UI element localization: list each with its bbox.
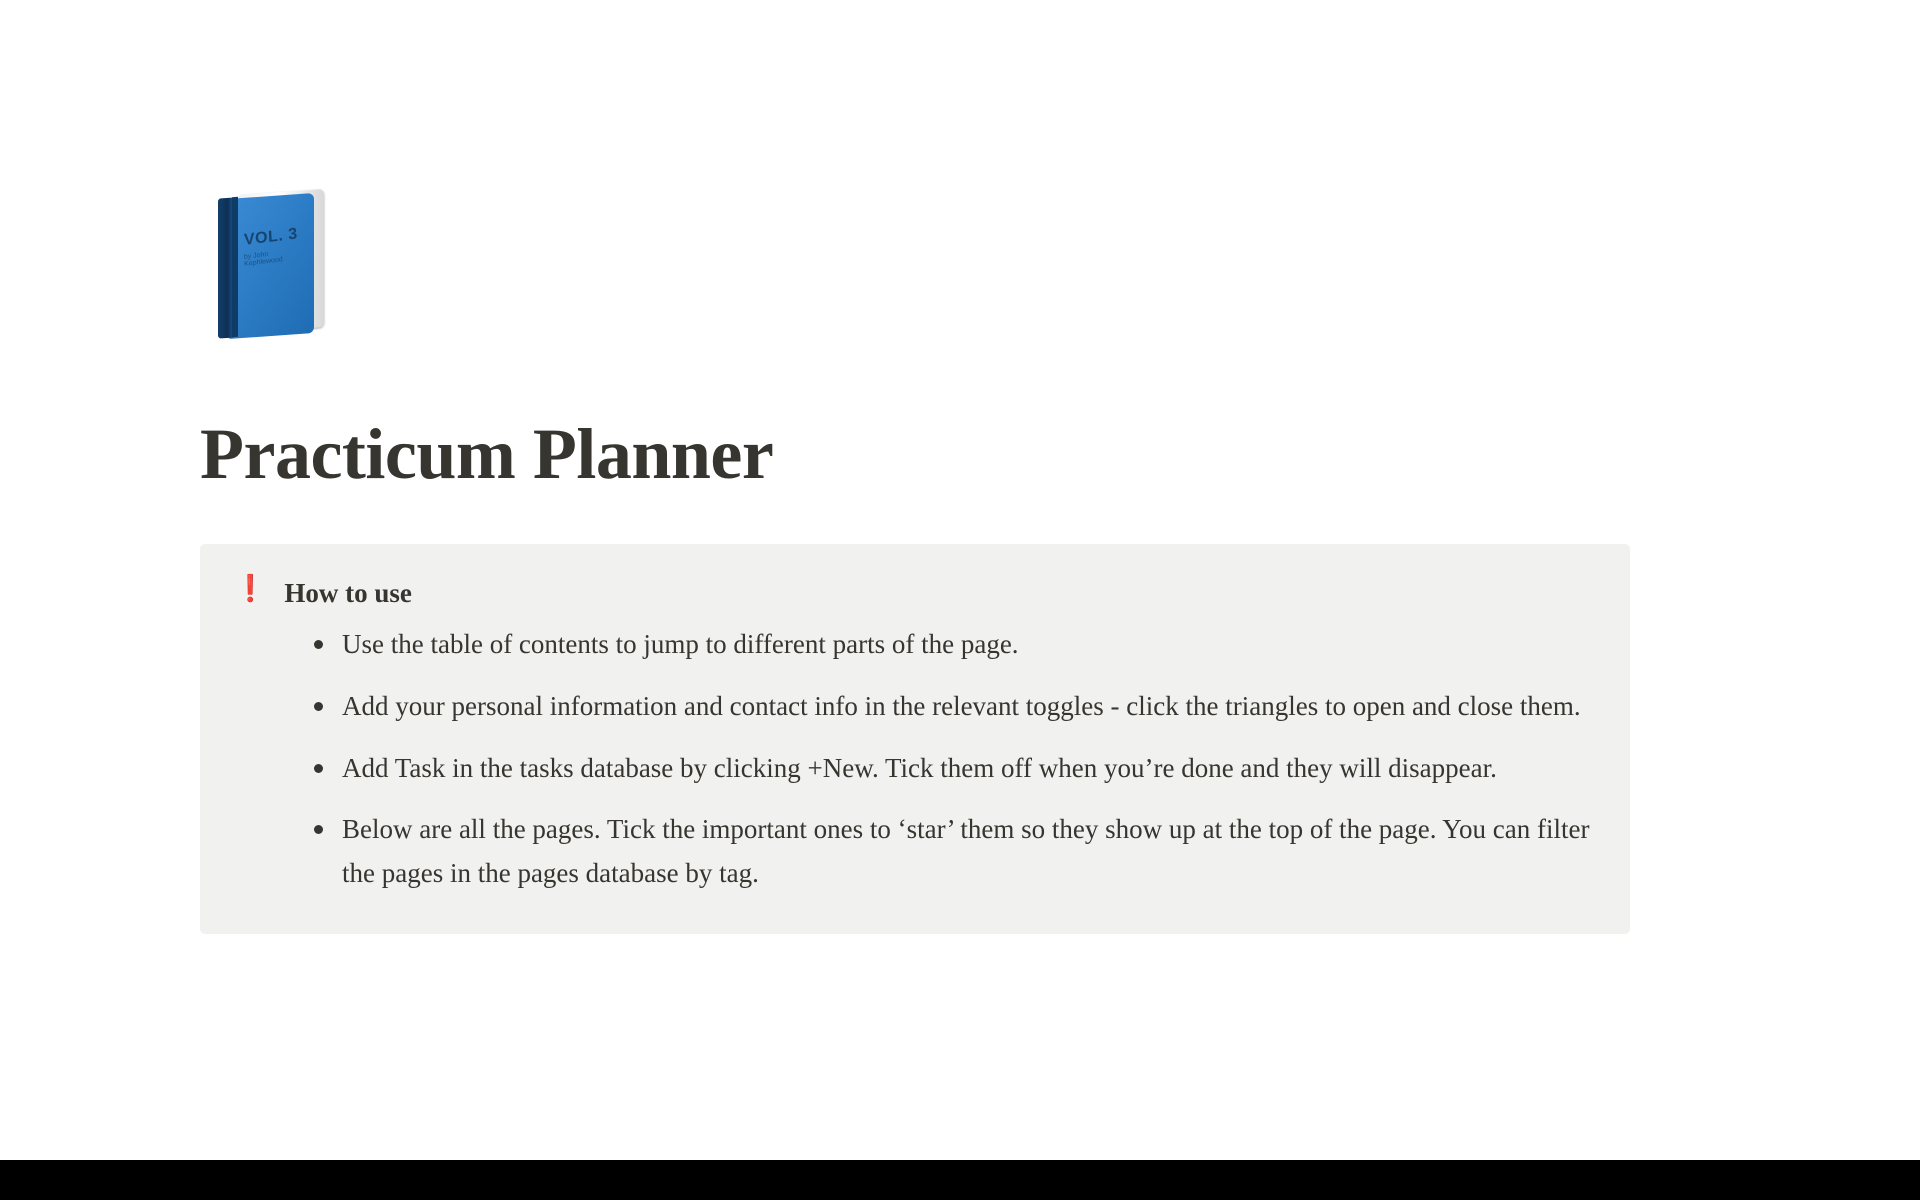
notebook-volume-label: VOL. 3	[243, 225, 299, 249]
blue-notebook-icon	[218, 190, 326, 332]
list-item[interactable]: Below are all the pages. Tick the important ones to ‘star’ them so they show up at the top of the page. You can filter the pages in the pages database by tag.	[312, 808, 1596, 895]
list-item[interactable]: Add Task in the tasks database by clicking +New. Tick them off when you’re done and they will disappear.	[312, 747, 1596, 791]
list-item[interactable]: Use the table of contents to jump to different parts of the page.	[312, 623, 1596, 667]
notebook-edge	[232, 197, 238, 337]
instructions-list	[234, 623, 1596, 896]
list-item[interactable]: Add your personal information and contact info in the relevant toggles - click the triangles to open and close them.	[312, 685, 1596, 729]
callout-heading[interactable]: How to use	[284, 578, 412, 609]
notebook-cover	[228, 193, 314, 339]
page-title[interactable]: Practicum Planner	[200, 414, 774, 494]
page-icon[interactable]	[200, 190, 330, 340]
callout-header	[234, 574, 1596, 611]
exclamation-mark-icon[interactable]: ❗	[234, 574, 267, 605]
callout-block	[200, 544, 1630, 934]
page-content	[200, 0, 1780, 934]
notebook-byline-label: by John Kephlewood	[243, 250, 283, 268]
